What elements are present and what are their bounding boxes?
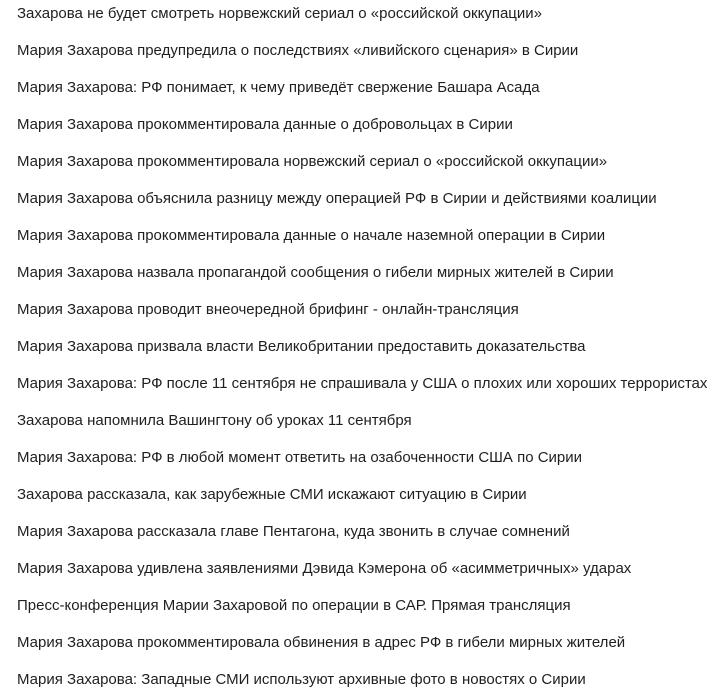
news-link[interactable]: Захарова не будет смотреть норвежский сериал о «российской оккупации» — [17, 5, 542, 22]
news-link[interactable]: Мария Захарова проводит внеочередной брифинг - онлайн-трансляция — [17, 301, 519, 318]
news-link[interactable]: Мария Захарова: РФ после 11 сентября не спрашивала у США о плохих или хороших террористах — [17, 375, 707, 392]
news-link[interactable]: Мария Захарова рассказала главе Пентагона, куда звонить в случае сомнений — [17, 523, 570, 540]
news-link[interactable]: Мария Захарова прокомментировала данные о начале наземной операции в Сирии — [17, 227, 606, 244]
news-item — [0, 144, 608, 181]
news-item — [0, 292, 577, 329]
news-link[interactable]: Мария Захарова предупредила о последствиях «ливийского сценария» в Сирии — [17, 42, 579, 59]
news-item — [0, 366, 707, 403]
news-item — [0, 440, 583, 477]
news-item — [0, 218, 606, 255]
news-link[interactable]: Мария Захарова прокомментировала норвежский сериал о «российской оккупации» — [17, 153, 608, 170]
news-item — [0, 255, 614, 292]
news-item — [0, 33, 577, 70]
news-item — [0, 625, 626, 662]
news-item — [0, 403, 577, 440]
news-link[interactable]: Мария Захарова удивлена заявлениями Дэвида Кэмерона об «асимметричных» ударах — [17, 560, 632, 577]
news-item — [0, 477, 577, 514]
news-item — [0, 551, 632, 588]
news-item — [0, 329, 586, 366]
news-item — [0, 107, 577, 144]
news-link[interactable]: Пресс-конференция Марии Захаровой по операции в САР. Прямая трансляция — [17, 597, 571, 614]
news-link[interactable]: Мария Захарова призвала власти Великобритании предоставить доказательства — [17, 338, 586, 355]
news-link[interactable]: Захарова напомнила Вашингтону об уроках 11 сентября — [17, 412, 412, 429]
news-link[interactable]: Мария Захарова прокомментировала обвинения в адрес РФ в гибели мирных жителей — [17, 634, 626, 651]
news-link[interactable]: Мария Захарова: РФ в любой момент ответить на озабоченности США по Сирии — [17, 449, 583, 466]
news-link[interactable]: Мария Захарова: РФ понимает, к чему приведёт свержение Башара Асада — [17, 79, 540, 96]
news-item — [0, 0, 577, 33]
news-link[interactable]: Мария Захарова объяснила разницу между операцией РФ в Сирии и действиями коалиции — [17, 190, 657, 207]
news-item — [0, 70, 577, 107]
news-link[interactable]: Мария Захарова: Западные СМИ используют архивные фото в новостях о Сирии — [17, 671, 586, 688]
news-item — [0, 514, 577, 551]
news-link[interactable]: Мария Захарова назвала пропагандой сообщения о гибели мирных жителей в Сирии — [17, 264, 614, 281]
news-link[interactable]: Мария Захарова прокомментировала данные о добровольцах в Сирии — [17, 116, 513, 133]
news-link[interactable]: Захарова рассказала, как зарубежные СМИ искажают ситуацию в Сирии — [17, 486, 527, 503]
news-item — [0, 588, 577, 625]
news-item — [0, 181, 657, 218]
news-item — [0, 662, 586, 699]
